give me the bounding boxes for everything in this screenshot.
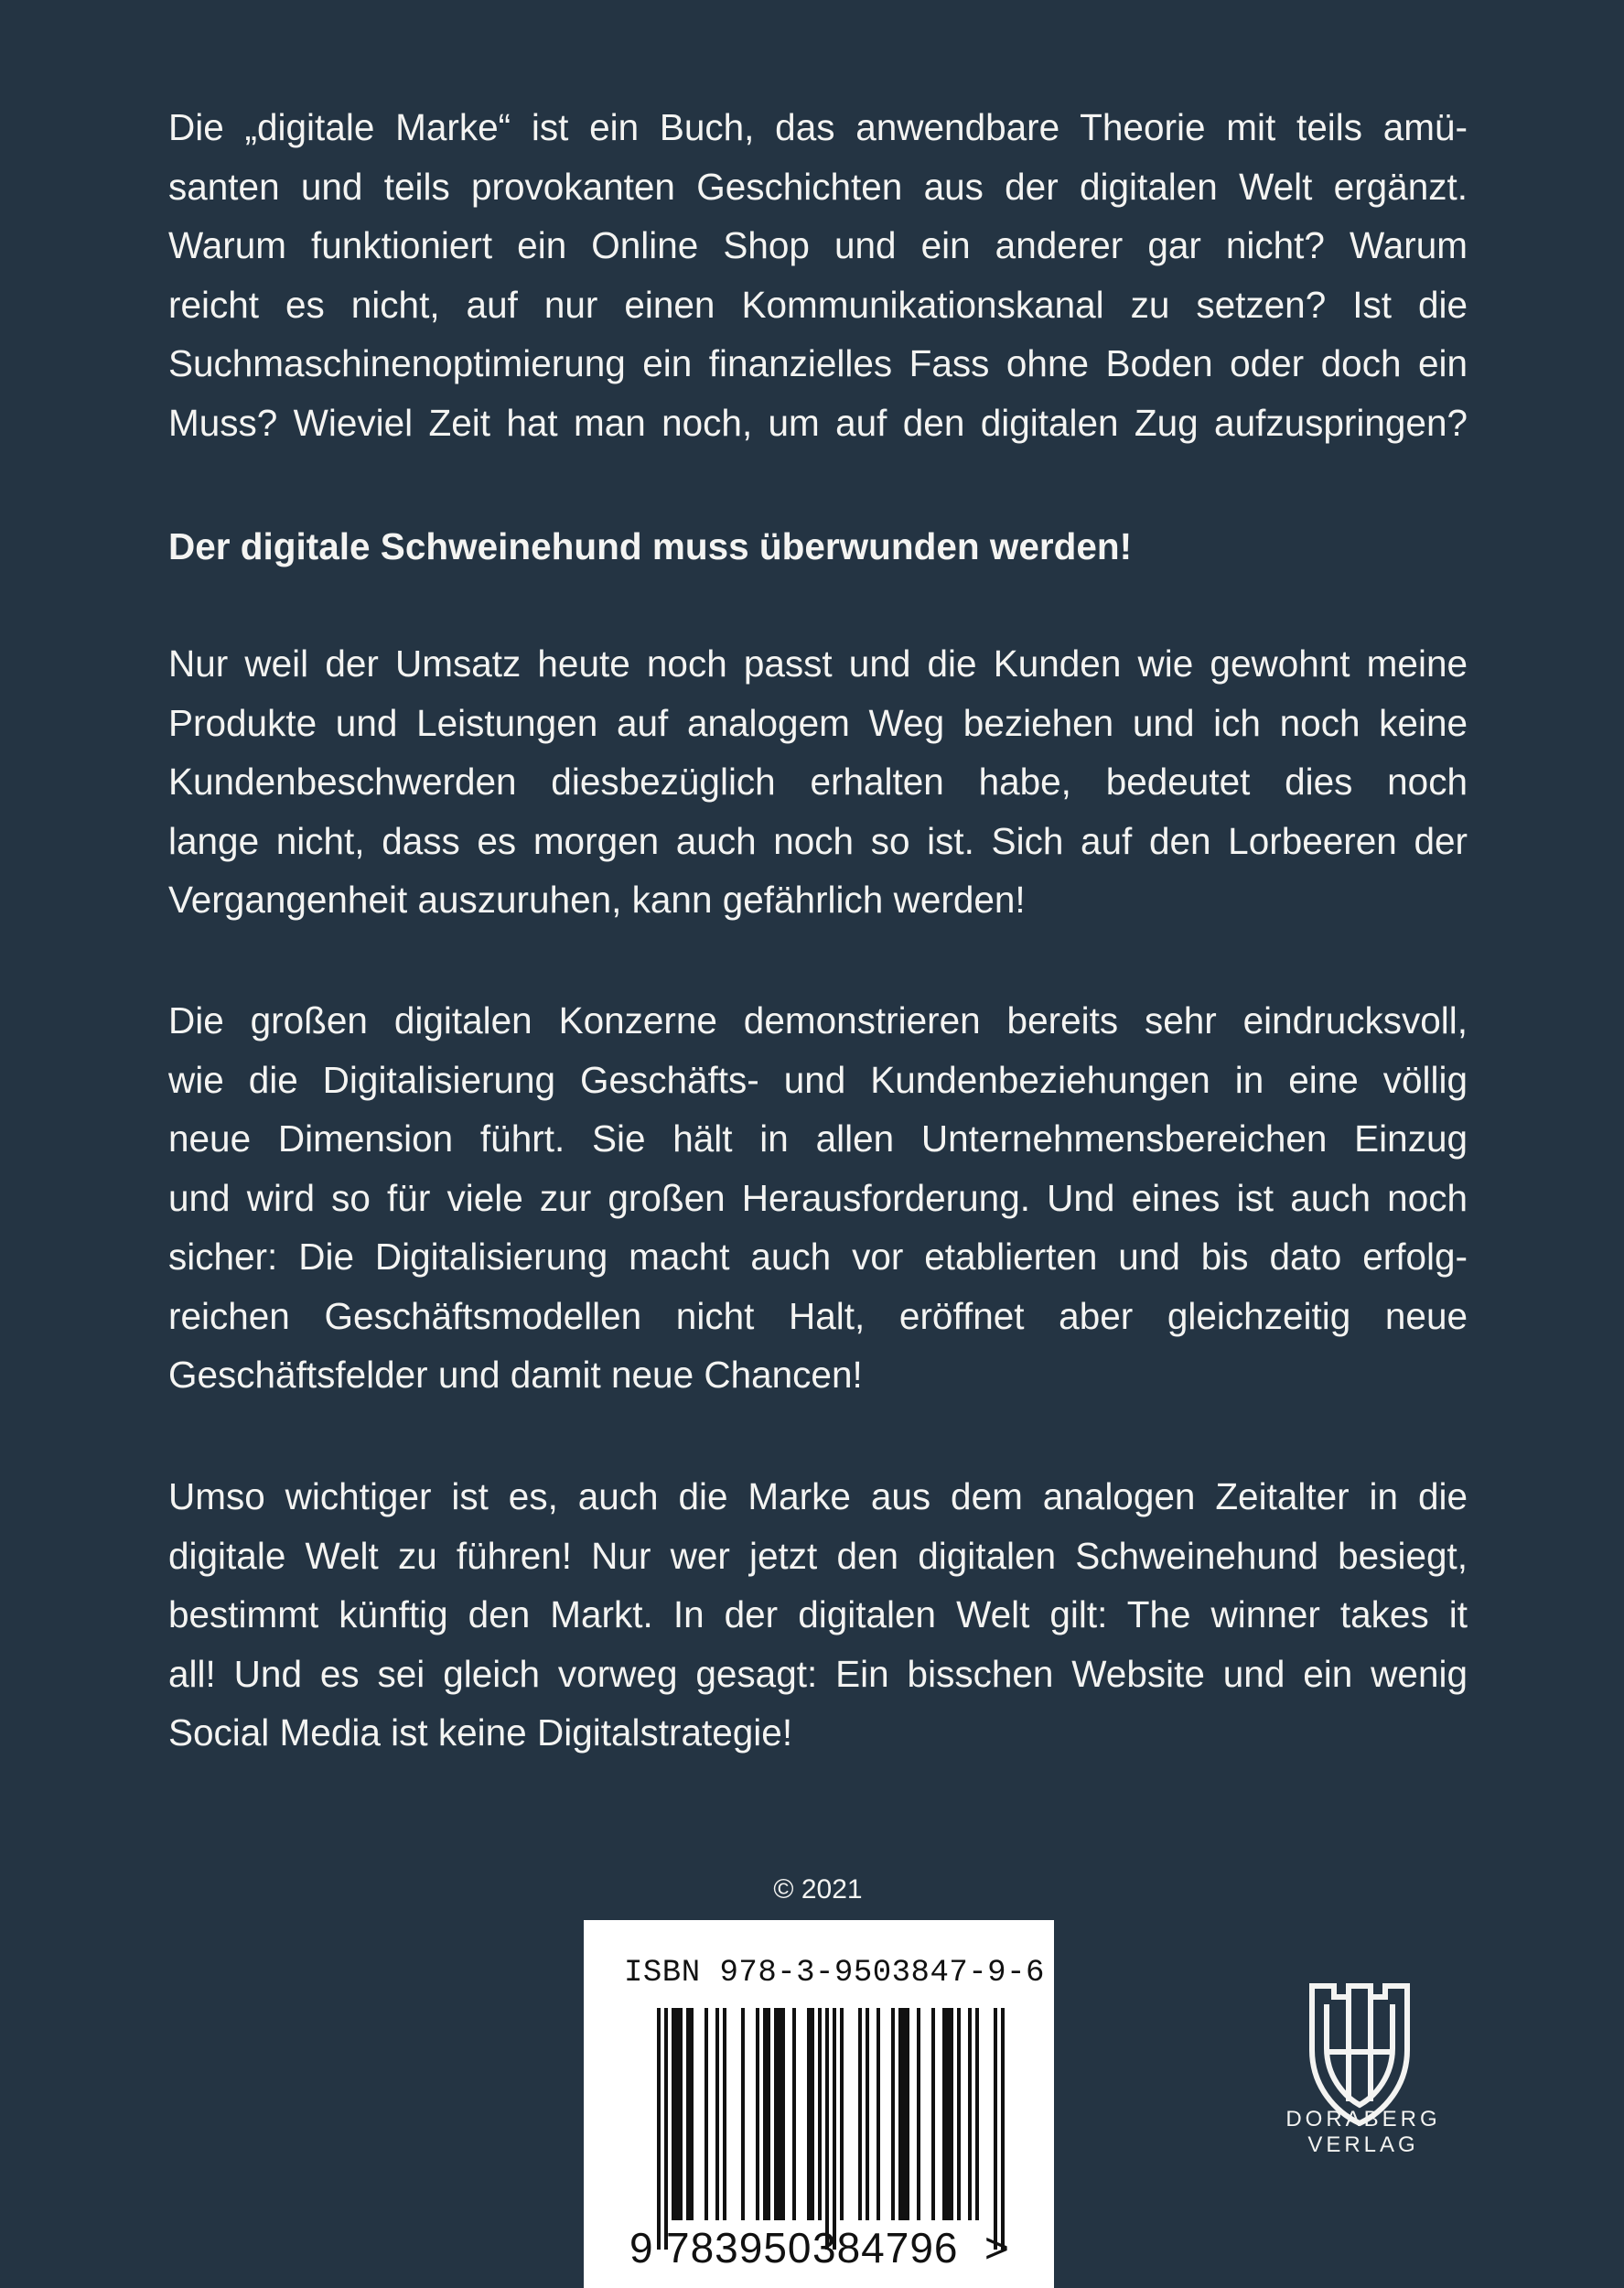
publisher-name: DORABERG	[1285, 2107, 1441, 2132]
isbn-label: ISBN 978-3-9503847-9-6	[624, 1956, 1045, 1991]
barcode-bar	[866, 2008, 869, 2220]
headline	[168, 517, 1468, 577]
text-line: Suchmaschinenoptimierung ein finanzielles Fass ohne Boden oder doch ein	[168, 342, 1468, 384]
barcode-guard-bar	[994, 2008, 997, 2250]
text-line: reichen Geschäftsmodellen nicht Halt, eröffnet aber gleichzeitig neue	[168, 1294, 1468, 1337]
text-line: bestimmt künftig den Markt. In der digitalen Welt gilt: The winner takes it	[168, 1593, 1468, 1635]
barcode-bar	[704, 2008, 708, 2220]
barcode-bar	[931, 2008, 935, 2220]
text-line: Geschäftsfelder und damit neue Chancen!	[168, 1354, 863, 1396]
isbn-barcode	[584, 1920, 1054, 2288]
text-line: sicher: Die Digitalisierung macht auch vor etablierten und bis dato erfolg-	[168, 1236, 1468, 1278]
barcode-bar	[741, 2008, 745, 2220]
text-line: all! Und es sei gleich vorweg gesagt: Ein bisschen Website und ein wenig	[168, 1652, 1468, 1695]
text-line: Die „digitale Marke“ ist ein Buch, das anwendbare Theorie mit teils amü-	[168, 106, 1468, 148]
ean-group-1: 783950	[666, 2224, 812, 2272]
text-line: Die großen digitalen Konzerne demonstrieren bereits sehr eindrucksvoll,	[168, 999, 1468, 1041]
barcode-guard-bar	[833, 2008, 836, 2250]
barcode-bar	[686, 2008, 694, 2220]
text-line: wie die Digitalisierung Geschäfts- und Kundenbeziehungen in eine völlig	[168, 1058, 1468, 1101]
text-line: Produkte und Leistungen auf analogem Weg beziehen und ich noch keine	[168, 701, 1468, 744]
barcode-bar	[898, 2008, 909, 2220]
text-line: lange nicht, dass es morgen auch noch so ist. Sich auf den Lorbeeren der	[168, 819, 1468, 862]
barcode-bar	[840, 2008, 844, 2220]
barcode-bar	[818, 2008, 822, 2220]
barcode-bar	[774, 2008, 785, 2220]
barcode-guard-bar	[1001, 2008, 1005, 2250]
barcode-bar	[792, 2008, 796, 2220]
publisher-subtitle: VERLAG	[1307, 2132, 1419, 2157]
paragraph-2	[168, 634, 1468, 930]
barcode-guard-bar	[664, 2008, 668, 2250]
text-line: neue Dimension führt. Sie hält in allen Unternehmensbereichen Einzug	[168, 1117, 1468, 1160]
ean-group-2: 384796	[812, 2224, 959, 2272]
ean-first-digit: 9	[629, 2224, 653, 2272]
barcode-bar	[891, 2008, 895, 2220]
headline-text: Der digitale Schweinehund muss überwunden werden!	[168, 525, 1133, 567]
barcode-bar	[942, 2008, 953, 2220]
barcode-bar	[877, 2008, 880, 2220]
barcode-guard-bar	[825, 2008, 829, 2250]
text-line: Muss? Wieviel Zeit hat man noch, um auf den digitalen Zug aufzuspringen?	[168, 401, 1468, 444]
text-line: Social Media ist keine Digitalstrategie!	[168, 1711, 793, 1754]
text-line: Vergangenheit auszuruhen, kann gefährlich werden!	[168, 879, 1026, 921]
barcode-bar	[975, 2008, 979, 2220]
paragraph-4	[168, 1467, 1468, 1763]
text-line: und wird so für viele zur großen Herausforderung. Und eines ist auch noch	[168, 1176, 1468, 1219]
text-line: reicht es nicht, auf nur einen Kommunikationskanal zu setzen? Ist die	[168, 283, 1468, 326]
barcode-bar	[715, 2008, 719, 2220]
barcode-bar	[672, 2008, 683, 2220]
barcode-bar	[723, 2008, 726, 2220]
text-line: digitale Welt zu führen! Nur wer jetzt den digitalen Schweinehund besiegt,	[168, 1534, 1468, 1577]
barcode-bar	[756, 2008, 759, 2220]
text-line: Umso wichtiger ist es, auch die Marke aus dem analogen Zeitalter in die	[168, 1475, 1468, 1517]
barcode-bar	[968, 2008, 972, 2220]
text-line: Kundenbeschwerden diesbezüglich erhalten habe, bedeutet dies noch	[168, 761, 1468, 803]
paragraph-3	[168, 991, 1468, 1405]
copyright-notice: © 2021	[773, 1874, 863, 1905]
barcode-bar	[917, 2008, 920, 2220]
barcode-bar	[807, 2008, 814, 2220]
barcode-bar	[763, 2008, 770, 2220]
quiet-zone-mark: >	[984, 2224, 1009, 2272]
text-line: Nur weil der Umsatz heute noch passt und die Kunden wie gewohnt meine	[168, 642, 1468, 685]
ean-digits	[584, 2224, 1054, 2272]
barcode-bar	[858, 2008, 862, 2220]
text-line: Warum funktioniert ein Online Shop und ein anderer gar nicht? Warum	[168, 224, 1468, 266]
barcode-bar	[957, 2008, 961, 2220]
barcode-guard-bar	[657, 2008, 661, 2250]
text-line: santen und teils provokanten Geschichten aus der digitalen Welt ergänzt.	[168, 165, 1468, 208]
intro-paragraph	[168, 98, 1468, 452]
